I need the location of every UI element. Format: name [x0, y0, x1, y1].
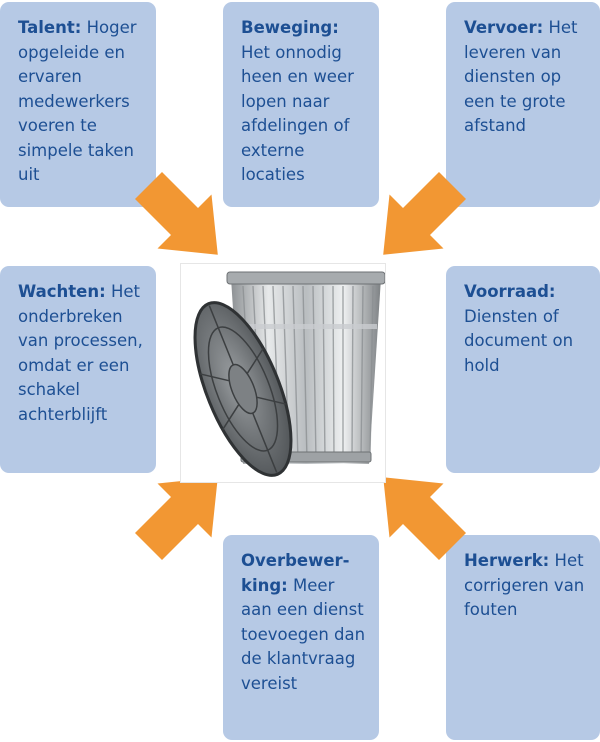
card-term: Overbewer-king: — [241, 551, 350, 595]
card-term: Voorraad: — [464, 282, 556, 301]
card-voorraad — [446, 266, 600, 473]
card-term: Beweging: — [241, 18, 339, 37]
card-text: Diensten of document on hold — [464, 306, 574, 375]
card-overbewerking — [223, 535, 379, 740]
card-term: Herwerk: — [464, 551, 550, 570]
card-term: Vervoer: — [464, 18, 544, 37]
card-term: Talent: — [18, 18, 82, 37]
card-wachten — [0, 266, 156, 473]
card-term: Wachten: — [18, 282, 106, 301]
card-herwerk — [446, 535, 600, 740]
card-text: Het onnodig heen en weer lopen naar afdelingen of externe locaties — [241, 42, 354, 184]
arrow-icon-bottom-left — [135, 470, 225, 560]
arrow-icon-top-right — [376, 172, 466, 262]
card-text: Het leveren van diensten op een te grote afstand — [464, 18, 578, 135]
arrow-icon-bottom-right — [376, 470, 466, 560]
card-text: Het onderbreken van processen, omdat er een schakel achterblijft — [18, 282, 143, 424]
card-vervoer — [446, 2, 600, 207]
card-text: Meer aan een dienst toevoegen dan de klantvraag vereist — [241, 575, 366, 693]
arrow-icon-top-left — [135, 172, 225, 262]
card-beweging — [223, 2, 379, 207]
trash-can-icon — [181, 264, 386, 483]
card-text: Het corrigeren van fouten — [464, 551, 585, 619]
trash-can-image — [180, 263, 386, 483]
card-talent — [0, 2, 156, 207]
card-text: Hoger opgeleide en ervaren medewerkers voeren te simpele taken uit — [18, 18, 137, 184]
